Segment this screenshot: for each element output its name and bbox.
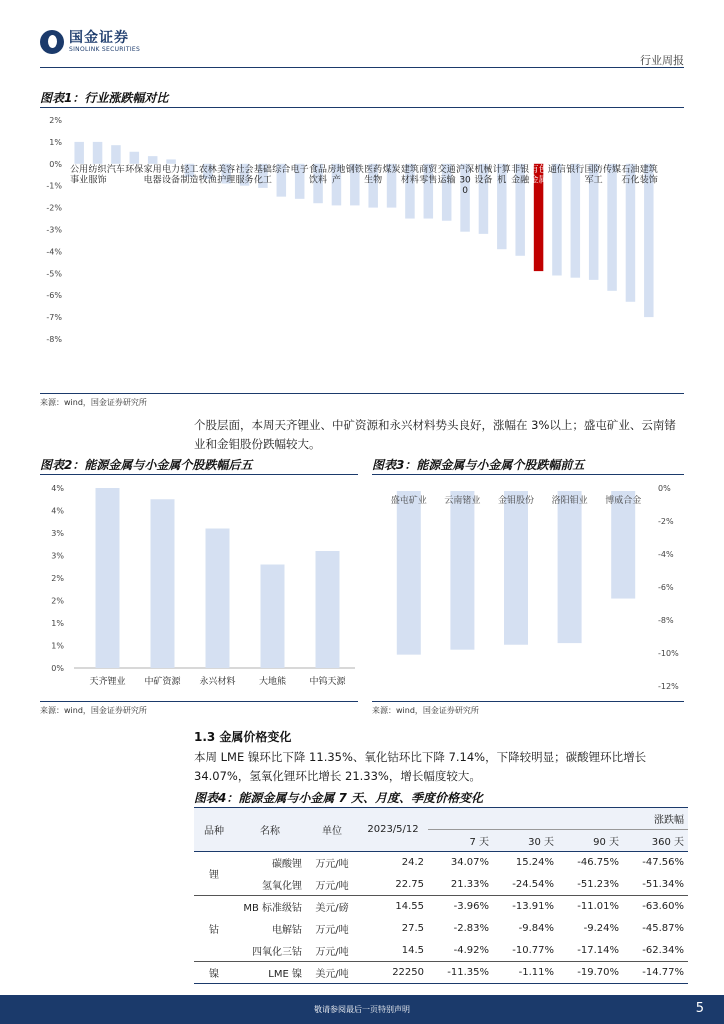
footer-disclaimer: 敬请参阅最后一页特别声明 <box>314 1005 410 1014</box>
change-30d-cell: -10.77% <box>512 944 554 956</box>
category-label: 金钼股份 <box>497 496 535 506</box>
change-90d-cell: -51.23% <box>577 878 619 890</box>
change-7d-cell: -4.92% <box>453 944 489 956</box>
change-30d-cell: 15.24% <box>515 857 554 869</box>
category-label: 计算机 <box>492 164 511 186</box>
name-cell: MB 标准级钴 <box>243 903 302 915</box>
figure1-chart <box>40 112 684 392</box>
category-label: 轻工制造 <box>180 164 199 186</box>
bar <box>148 156 158 164</box>
category-label: 洛阳钼业 <box>551 496 588 506</box>
figure2-top-rule <box>40 474 358 475</box>
category-label: 中钨天源 <box>309 677 346 687</box>
figure3-bottom-rule <box>372 701 684 702</box>
bar <box>111 145 121 164</box>
change-360d-cell: -51.34% <box>642 878 684 890</box>
y-tick-label: -12% <box>658 682 679 691</box>
category-label: 医药生物 <box>364 164 383 186</box>
category-label: 盛屯矿业 <box>390 496 427 506</box>
y-tick-label: 2% <box>49 116 62 125</box>
category-label: 美容护理 <box>217 164 236 186</box>
section-title: 1.3 金属价格变化 <box>194 730 292 744</box>
change-360d-cell: -47.56% <box>642 857 684 869</box>
figure1-bottom-rule <box>40 393 684 394</box>
y-tick-label: -6% <box>658 583 674 592</box>
table-row <box>194 918 688 940</box>
bar <box>611 491 635 599</box>
y-tick-label: -8% <box>658 616 674 625</box>
bar <box>644 164 654 317</box>
name-cell: 碳酸锂 <box>272 859 302 871</box>
change-360d-cell: -14.77% <box>642 967 684 978</box>
unit-cell: 万元/吨 <box>315 946 349 958</box>
bar <box>450 491 474 650</box>
bar <box>130 152 140 164</box>
figure1-source: 来源：wind，国金证券研究所 <box>40 398 147 407</box>
variety-cell: 锂 <box>209 870 219 881</box>
category-label: 永兴材料 <box>199 677 236 687</box>
y-tick-label: 3% <box>51 529 64 538</box>
price-cell: 14.55 <box>395 901 424 913</box>
table-row <box>194 962 688 984</box>
unit-cell: 美元/吨 <box>315 969 349 980</box>
category-label: 基础化工 <box>253 164 272 186</box>
paragraph-stocks: 个股层面，本周天齐锂业、中矿资源和永兴材料势头良好，涨幅在 3%以上；盛屯矿业、云南锗业和金钼股份跌幅较大。 <box>194 418 676 451</box>
y-tick-label: 0% <box>49 159 62 169</box>
category-label: 通信 <box>547 164 566 175</box>
y-tick-label: -2% <box>658 517 674 526</box>
y-tick-label: 2% <box>51 596 64 606</box>
price-cell: 14.5 <box>401 944 424 956</box>
change-7d-cell: -2.83% <box>453 923 489 934</box>
page-footer <box>0 995 724 1024</box>
category-label: 家用电器 <box>143 164 162 186</box>
header-name: 名称 <box>234 808 306 852</box>
y-tick-label: 1% <box>51 619 64 628</box>
figure1-top-rule <box>40 107 684 108</box>
y-tick-label: -1% <box>46 181 62 191</box>
name-cell: LME 镍 <box>268 969 302 980</box>
category-label: 有色金属 <box>529 164 548 186</box>
bar <box>74 142 84 164</box>
brand-name-en: SINOLINK SECURITIES <box>69 45 141 53</box>
figure3-title: 图表3：能源金属与小金属个股跌幅前五 <box>372 458 585 472</box>
header-change: 涨跌幅 <box>428 808 688 830</box>
variety-cell: 镍 <box>209 969 219 980</box>
bar <box>607 164 617 291</box>
bar <box>571 164 581 278</box>
category-label: 国防军工 <box>584 164 603 186</box>
change-30d-cell: -24.54% <box>512 878 554 890</box>
category-label: 商贸零售 <box>419 164 438 186</box>
header-d30: 30 天 <box>493 830 558 852</box>
figure3-source: 来源：wind，国金证券研究所 <box>372 706 479 715</box>
price-cell: 22.75 <box>395 878 424 890</box>
bar <box>261 565 285 669</box>
header-divider <box>40 67 684 68</box>
category-label: 煤炭 <box>382 164 401 175</box>
category-label: 中矿资源 <box>144 677 181 687</box>
bar <box>316 551 340 668</box>
y-tick-label: -6% <box>46 291 62 301</box>
category-label: 电力设备 <box>162 164 181 186</box>
figure2-source: 来源：wind，国金证券研究所 <box>40 706 147 715</box>
figure1-title: 图表1：行业涨跌幅对比 <box>40 91 169 105</box>
page-header <box>0 0 724 70</box>
figure4-title: 图表4：能源金属与小金属 7 天、月度、季度价格变化 <box>194 791 484 805</box>
price-cell: 27.5 <box>401 923 424 934</box>
category-label: 建筑材料 <box>400 164 419 186</box>
category-label: 天齐锂业 <box>89 677 126 687</box>
name-cell: 电解钴 <box>272 925 302 936</box>
y-tick-label: 0% <box>51 664 64 673</box>
bar <box>504 491 528 645</box>
change-90d-cell: -17.14% <box>577 944 619 956</box>
unit-cell: 万元/吨 <box>315 859 349 871</box>
category-label: 博威合金 <box>605 496 642 506</box>
header-d90: 90 天 <box>558 830 623 852</box>
y-tick-label: 1% <box>49 137 62 147</box>
y-tick-label: -4% <box>46 247 62 257</box>
change-30d-cell: -1.11% <box>518 967 554 978</box>
change-30d-cell: -9.84% <box>518 923 554 934</box>
category-label: 房地产 <box>327 164 346 186</box>
bar <box>397 491 421 655</box>
bar <box>96 488 120 668</box>
price-cell: 22250 <box>392 967 424 978</box>
figure3-top-rule <box>372 474 684 475</box>
header-d360: 360 天 <box>623 830 688 852</box>
y-tick-label: 4% <box>51 484 64 493</box>
change-360d-cell: -45.87% <box>642 923 684 934</box>
unit-cell: 美元/磅 <box>315 903 349 915</box>
bar <box>93 142 103 164</box>
figure2-chart <box>40 478 360 700</box>
brand-logo <box>40 30 140 54</box>
page-number: 5 <box>695 1001 704 1016</box>
change-360d-cell: -62.34% <box>642 944 684 956</box>
category-label: 传媒 <box>603 164 622 175</box>
category-label: 社会服务 <box>235 164 254 186</box>
change-7d-cell: -3.96% <box>453 901 489 913</box>
figure2-bottom-rule <box>40 701 358 702</box>
category-label: 农林牧渔 <box>198 164 217 186</box>
figure2-title: 图表2：能源金属与小金属个股跌幅后五 <box>40 458 253 472</box>
category-label: 大地熊 <box>258 677 287 687</box>
y-tick-label: -4% <box>658 550 674 559</box>
category-label: 食品饮料 <box>309 164 328 186</box>
logo-icon <box>40 30 64 54</box>
category-label: 综合 <box>272 164 291 175</box>
bar <box>151 499 175 668</box>
category-label: 纺织服饰 <box>88 164 107 186</box>
name-cell: 四氧化三钴 <box>252 946 302 958</box>
bar <box>206 529 230 669</box>
category-label: 非银金融 <box>511 164 530 186</box>
category-label: 交通运输 <box>437 164 456 186</box>
variety-cell: 钴 <box>209 925 219 936</box>
change-7d-cell: 21.33% <box>450 878 489 890</box>
unit-cell: 万元/吨 <box>315 925 349 936</box>
y-tick-label: 2% <box>51 574 64 583</box>
table-row <box>194 940 688 962</box>
y-tick-label: 0% <box>658 484 671 493</box>
y-tick-label: -2% <box>46 203 62 213</box>
y-tick-label: -3% <box>46 225 62 235</box>
change-90d-cell: -46.75% <box>577 857 619 869</box>
y-tick-label: 1% <box>51 641 64 651</box>
category-label: 环保 <box>125 164 144 175</box>
category-label: 电子 <box>290 164 309 175</box>
brand-name-cn: 国金证券 <box>69 29 129 46</box>
y-tick-label: 4% <box>51 506 64 516</box>
change-7d-cell: -11.35% <box>447 967 489 978</box>
category-label: 石油石化 <box>621 164 640 186</box>
y-tick-label: -10% <box>658 649 679 658</box>
category-label: 银行 <box>566 164 585 175</box>
bar <box>166 159 176 163</box>
header-date: 2023/5/12 <box>358 808 428 852</box>
price-cell: 24.2 <box>401 857 424 869</box>
change-30d-cell: -13.91% <box>512 901 554 913</box>
bar <box>552 164 562 276</box>
unit-cell: 万元/吨 <box>315 880 349 892</box>
table-row <box>194 896 688 918</box>
category-label: 钢铁 <box>345 164 364 175</box>
category-label: 建筑装饰 <box>639 164 658 186</box>
table-header-row <box>194 808 688 830</box>
header-variety: 品种 <box>194 808 234 852</box>
category-label: 云南锗业 <box>444 496 481 506</box>
change-90d-cell: -11.01% <box>577 901 619 913</box>
category-label: 汽车 <box>106 164 125 175</box>
change-90d-cell: -19.70% <box>577 967 619 978</box>
table-row <box>194 852 688 874</box>
figure3-chart <box>372 478 686 700</box>
category-label: 机械设备 <box>474 164 493 186</box>
y-tick-label: -8% <box>46 335 62 344</box>
y-tick-label: -7% <box>46 313 62 323</box>
y-tick-label: 3% <box>51 551 64 561</box>
bar <box>558 491 582 643</box>
name-cell: 氢氧化锂 <box>262 880 302 892</box>
header-unit: 单位 <box>306 808 358 852</box>
price-change-table <box>194 807 688 984</box>
category-label: 沪深 30 0 <box>456 164 475 196</box>
change-360d-cell: -63.60% <box>642 901 684 913</box>
category-label: 公用事业 <box>70 164 89 186</box>
report-type: 行业周报 <box>640 54 684 67</box>
change-7d-cell: 34.07% <box>450 857 489 869</box>
y-tick-label: -5% <box>46 269 62 279</box>
paragraph-prices: 本周 LME 镍环比下降 11.35%、氧化钴环比下降 7.14%，下降较明显；碳酸锂环比增长 34.07%，氢氧化锂环比增长 21.33%，增长幅度较大。 <box>194 750 647 783</box>
table-row <box>194 874 688 896</box>
change-90d-cell: -9.24% <box>583 923 619 934</box>
header-d7: 7 天 <box>428 830 493 852</box>
